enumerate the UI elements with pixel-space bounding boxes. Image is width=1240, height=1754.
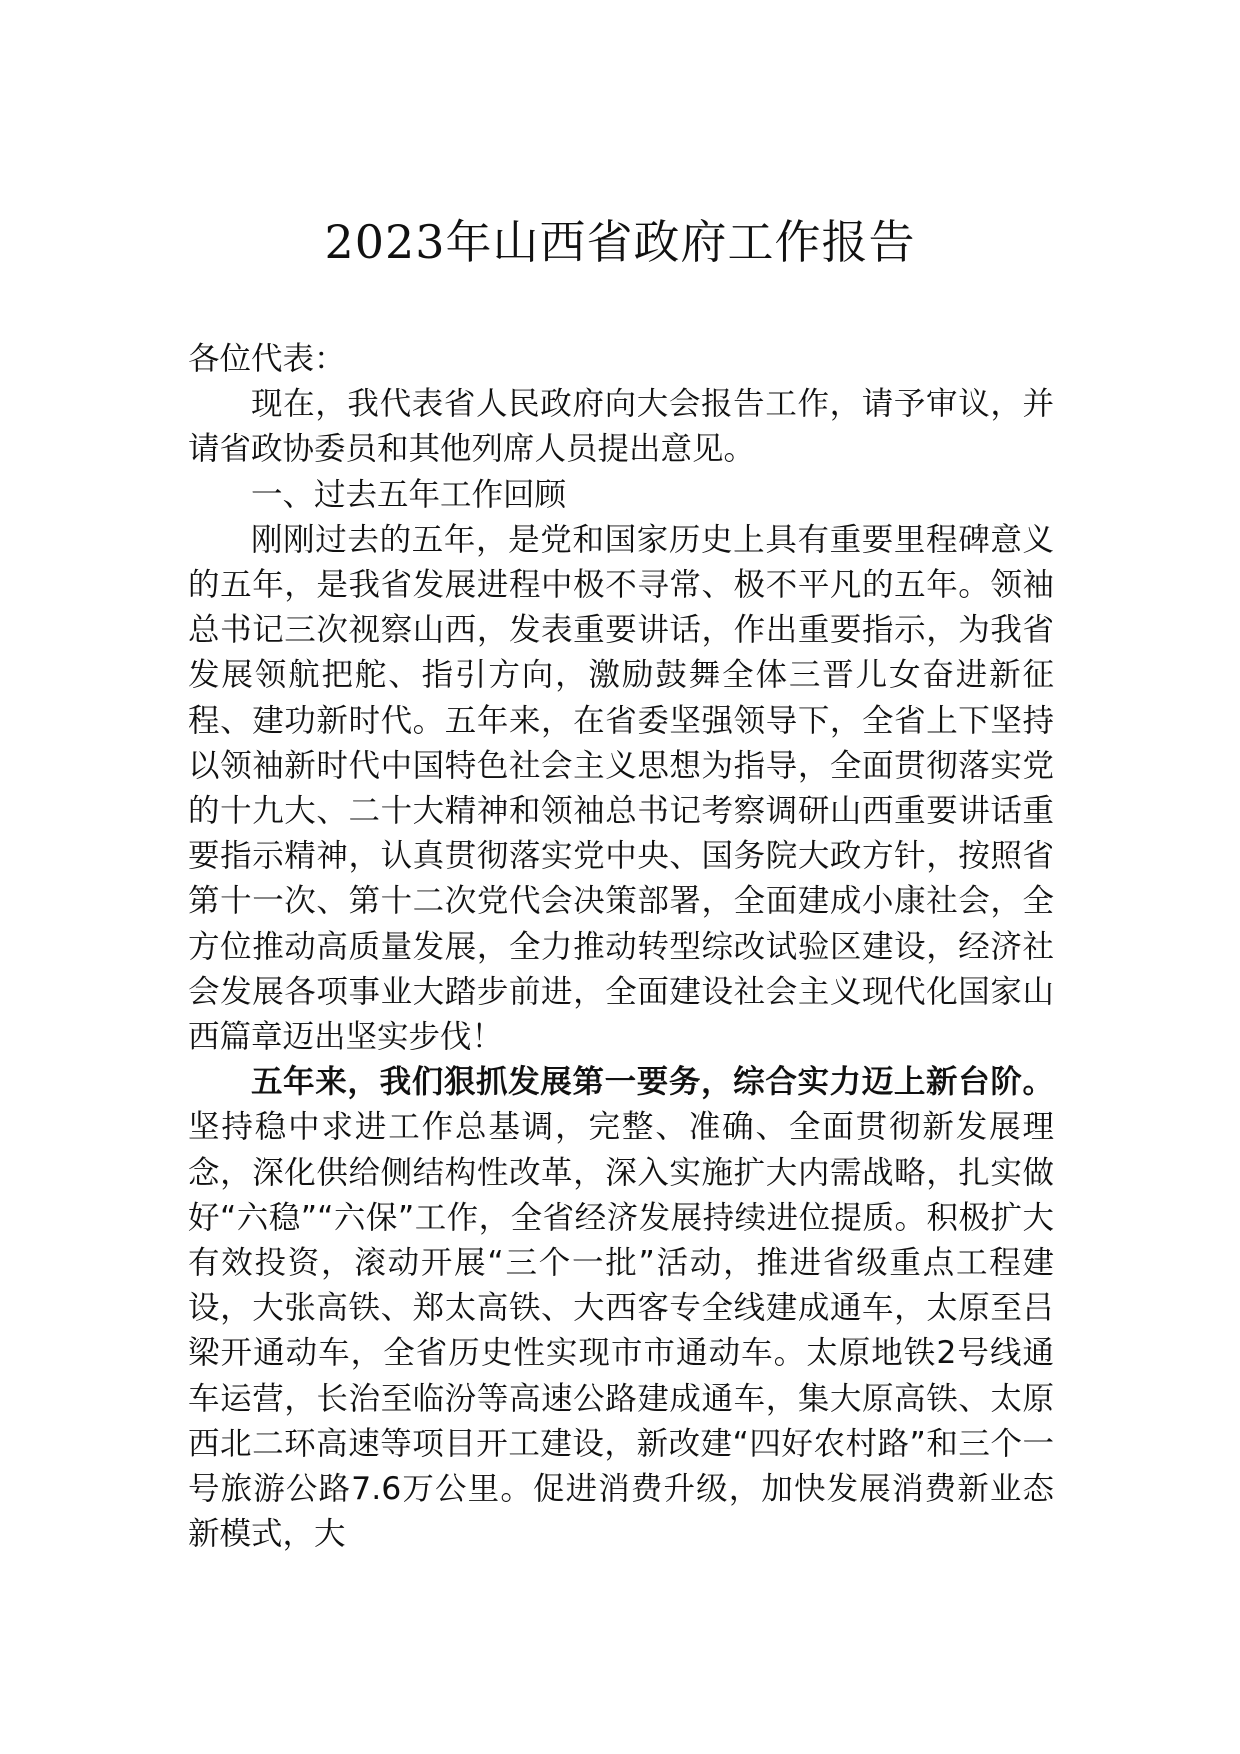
document-title: 2023年山西省政府工作报告: [324, 215, 916, 269]
document-body: [188, 337, 1054, 1557]
paragraph-review: 刚刚过去的五年，是党和国家历史上具有重要里程碑意义的五年，是我省发展进程中极不寻常、极不平凡的五年。领袖总书记三次视察山西，发表重要讲话，作出重要指示，为我省发展领航把舵、指引方向，激励鼓舞全体三晋儿女奋进新征程、建功新时代。五年来，在省委坚强领导下，全省上下坚持以领袖新时代中国特色社会主义思想为指导，全面贯彻落实党的十九大、二十大精神和领袖总书记考察调研山西重要讲话重要指示精神，认真贯彻落实党中央、国务院大政方针，按照省第十一次、第十二次党代会决策部署，全面建成小康社会，全方位推动高质量发展，全力推动转型综改试验区建设，经济社会发展各项事业大踏步前进，全面建设社会主义现代化国家山西篇章迈出坚实步伐！: [188, 521, 1054, 1056]
section-heading: 一、过去五年工作回顾: [251, 476, 567, 513]
paragraph-body: 坚持稳中求进工作总基调，完整、准确、全面贯彻新发展理念，深化供给侧结构性改革，深入实施扩大内需战略，扎实做好“六稳”“六保”工作，全省经济发展持续进位提质。积极扩大有效投资，滚动开展“三个一批”活动，推进省级重点工程建设，大张高铁、郑太高铁、大西客专全线建成通车，太原至吕梁开通动车，全省历史性实现市市通动车。太原地铁2号线通车运营，长治至临汾等高速公路建成通车，集大原高铁、太原西北二环高速等项目开工建设，新改建“四好农村路”和三个一号旅游公路7.6万公里。促进消费升级，加快发展消费新业态新模式，大: [188, 1109, 1054, 1553]
salutation: 各位代表：: [188, 341, 346, 377]
paragraph-lead-sentence: 五年来，我们狠抓发展第一要务，综合实力迈上新台阶。: [251, 1064, 1054, 1101]
intro-paragraph: 现在，我代表省人民政府向大会报告工作，请予审议，并请省政协委员和其他列席人员提出意见。: [188, 386, 1054, 468]
paragraph-development: [188, 1060, 1054, 1557]
